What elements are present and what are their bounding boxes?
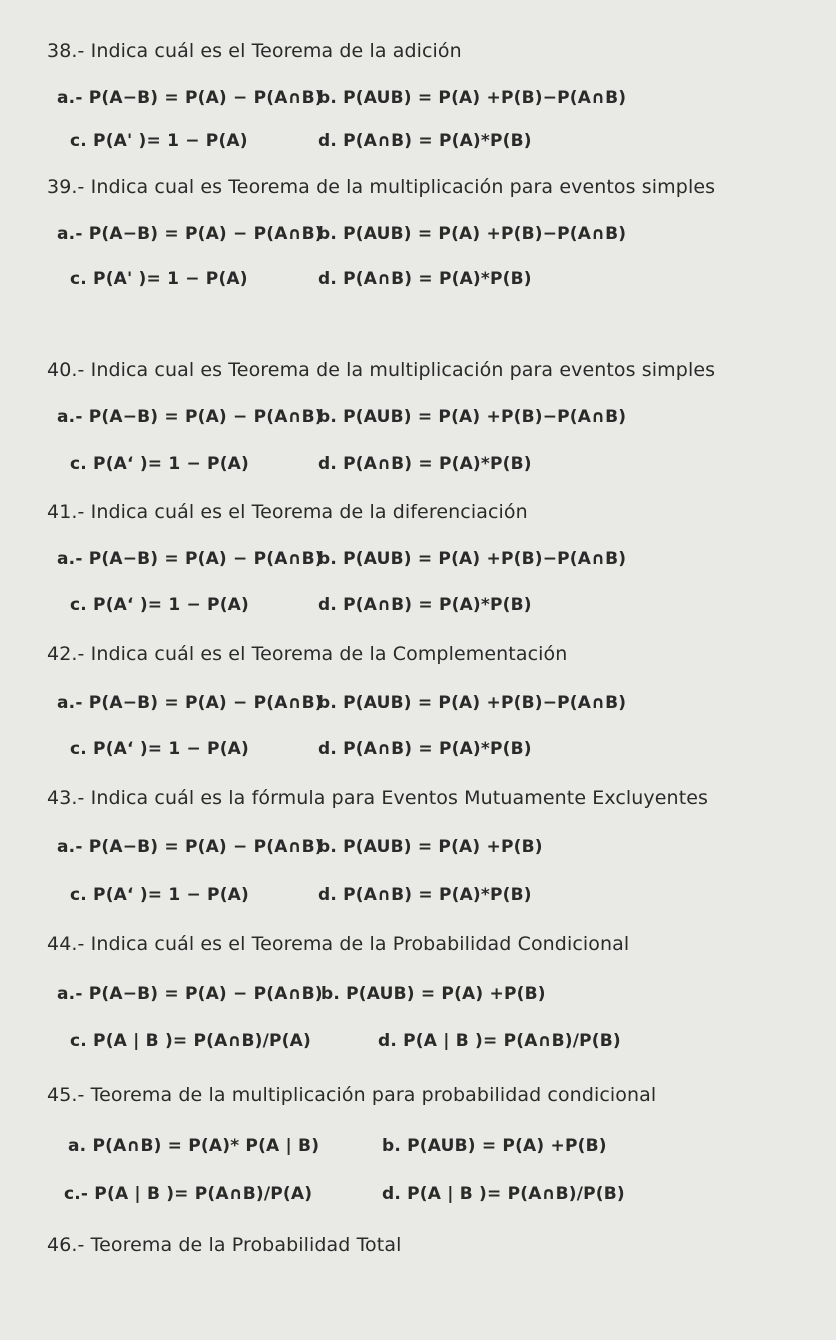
option-a: a.- P(A−B) = P(A) − P(A∩B) xyxy=(57,224,323,244)
option-d: d. P(A∩B) = P(A)*P(B) xyxy=(318,131,532,151)
option-a: a.- P(A−B) = P(A) − P(A∩B) xyxy=(57,837,323,857)
option-a: a.- P(A−B) = P(A) − P(A∩B) xyxy=(57,407,323,427)
option-b: b. P(AUB) = P(A) +P(B)−P(A∩B) xyxy=(318,88,627,108)
option-c: c. P(A‘ )= 1 − P(A) xyxy=(70,739,250,759)
question-title: 38.- Indica cuál es el Teorema de la adición xyxy=(47,40,462,62)
question-title: 39.- Indica cual es Teorema de la multiplicación para eventos simples xyxy=(47,176,716,198)
option-c: c.- P(A | B )= P(A∩B)/P(A) xyxy=(64,1184,313,1204)
option-c: c. P(A‘ )= 1 − P(A) xyxy=(70,885,250,905)
question-title: 44.- Indica cuál es el Teorema de la Probabilidad Condicional xyxy=(47,933,630,955)
option-a: a.- P(A−B) = P(A) − P(A∩B) xyxy=(57,984,323,1004)
option-b: b. P(AUB) = P(A) +P(B)−P(A∩B) xyxy=(318,224,627,244)
question-title: 45.- Teorema de la multiplicación para probabilidad condicional xyxy=(47,1084,657,1106)
question-title: 40.- Indica cual es Teorema de la multiplicación para eventos simples xyxy=(47,359,716,381)
option-a: a. P(A∩B) = P(A)* P(A | B) xyxy=(68,1136,320,1156)
option-d: d. P(A∩B) = P(A)*P(B) xyxy=(318,269,532,289)
option-d: d. P(A∩B) = P(A)*P(B) xyxy=(318,739,532,759)
option-b: b. P(AUB) = P(A) +P(B) xyxy=(321,984,546,1004)
option-d: d. P(A∩B) = P(A)*P(B) xyxy=(318,595,532,615)
question-title: 41.- Indica cuál es el Teorema de la diferenciación xyxy=(47,501,528,523)
option-d: d. P(A∩B) = P(A)*P(B) xyxy=(318,885,532,905)
option-a: a.- P(A−B) = P(A) − P(A∩B) xyxy=(57,88,323,108)
question-title: 43.- Indica cuál es la fórmula para Eventos Mutuamente Excluyentes xyxy=(47,787,709,809)
option-c: c. P(A' )= 1 − P(A) xyxy=(70,269,248,289)
option-d: d. P(A∩B) = P(A)*P(B) xyxy=(318,454,532,474)
option-a: a.- P(A−B) = P(A) − P(A∩B) xyxy=(57,693,323,713)
option-b: b. P(AUB) = P(A) +P(B)−P(A∩B) xyxy=(318,407,627,427)
option-d: d. P(A | B )= P(A∩B)/P(B) xyxy=(382,1184,625,1204)
question-title: 42.- Indica cuál es el Teorema de la Complementación xyxy=(47,643,568,665)
option-b: b. P(AUB) = P(A) +P(B) xyxy=(382,1136,607,1156)
option-a: a.- P(A−B) = P(A) − P(A∩B) xyxy=(57,549,323,569)
option-d: d. P(A | B )= P(A∩B)/P(B) xyxy=(378,1031,621,1051)
option-c: c. P(A' )= 1 − P(A) xyxy=(70,131,248,151)
option-b: b. P(AUB) = P(A) +P(B) xyxy=(318,837,543,857)
option-c: c. P(A‘ )= 1 − P(A) xyxy=(70,595,250,615)
option-c: c. P(A‘ )= 1 − P(A) xyxy=(70,454,250,474)
option-b: b. P(AUB) = P(A) +P(B)−P(A∩B) xyxy=(318,549,627,569)
question-title: 46.- Teorema de la Probabilidad Total xyxy=(47,1234,402,1256)
option-b: b. P(AUB) = P(A) +P(B)−P(A∩B) xyxy=(318,693,627,713)
option-c: c. P(A | B )= P(A∩B)/P(A) xyxy=(70,1031,311,1051)
